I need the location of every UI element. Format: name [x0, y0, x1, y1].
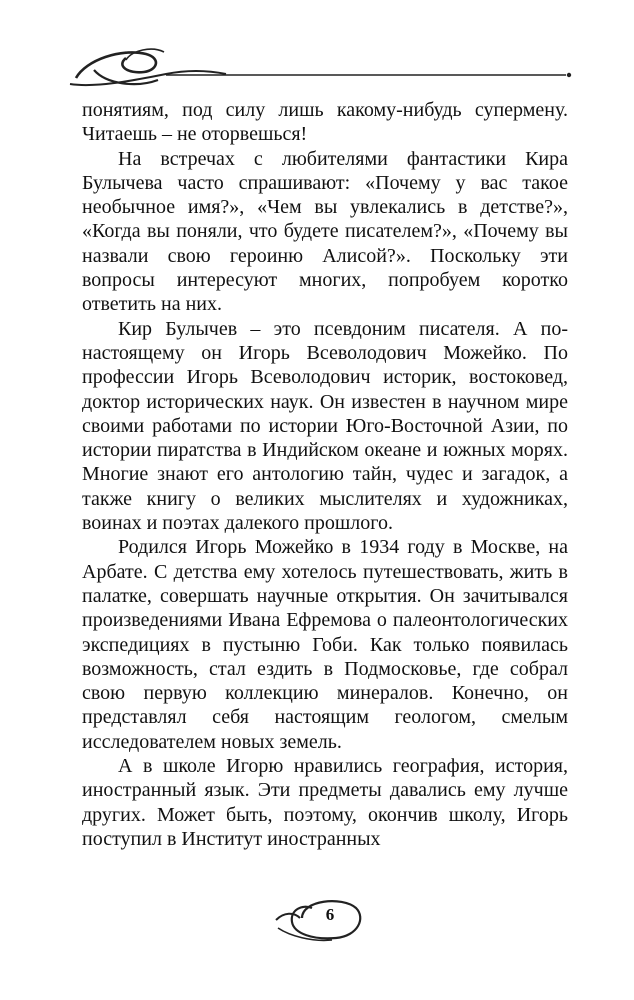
paragraph: Кир Булычев – это псевдоним писателя. А по-настоящему он Игорь Всеволодович Можейко. По профессии Игорь Всеволодович историк, востоковед, доктор исторических наук. Он известен в научном мире своими работами по истории Юго-Восточной Азии, по истории пиратства в Индийском океане и южных морях. Многие знают его антологию тайн, чудес и загадок, а также книгу о великих мыслителях и художниках, воинах и поэтах далекого прошлого. — [82, 317, 568, 535]
body-text — [82, 98, 568, 851]
flourish-ornament-icon — [66, 40, 576, 100]
paragraph: понятиям, под силу лишь какому-нибудь супермену. Читаешь – не оторвешься! — [82, 99, 568, 146]
page-number: 6 — [325, 905, 335, 924]
paragraph: А в школе Игорю нравились география, история, иностранный язык. Эти предметы давались ему лучше других. Может быть, поэтому, окончив школу, Игорь поступил в Институт иностранных — [82, 755, 568, 850]
paragraph: На встречах с любителями фантастики Кира Булычева часто спрашивают: «Почему у вас такое необычное имя?», «Чем вы увлекались в детстве?», «Когда вы поняли, что будете писателем?», «Почему вы назвали свою героиню Алисой?». Поскольку эти вопросы интересуют многих, попробуем коротко ответить на них. — [82, 147, 568, 316]
paragraph: Родился Игорь Можейко в 1934 году в Москве, на Арбате. С детства ему хотелось путешествовать, жить в палатке, совершать научные открытия. Он зачитывался произведениями Ивана Ефремова о палеонтологических экспедициях в пустыню Гоби. Как только появилась возможность, стал ездить в Подмосковье, где собрал свою первую коллекцию минералов. Конечно, он представлял себя настоящим геологом, смелым исследователем новых земель. — [82, 536, 568, 753]
